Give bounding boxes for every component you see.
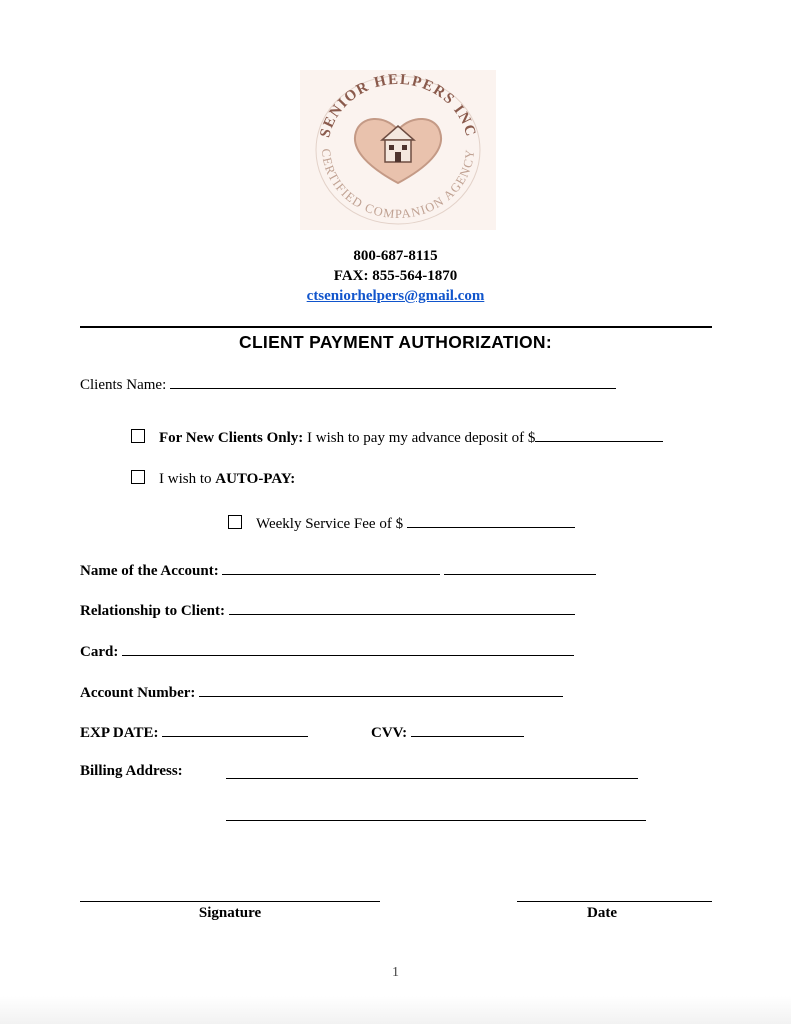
exp-date-row xyxy=(80,723,308,742)
cvv-field[interactable] xyxy=(411,723,524,737)
clients-name-row xyxy=(80,375,616,394)
weekly-fee-row xyxy=(228,514,575,533)
header-divider xyxy=(80,326,712,328)
weekly-fee-checkbox[interactable] xyxy=(228,515,242,529)
page-bottom-shadow xyxy=(0,996,791,1024)
relationship-row xyxy=(80,601,575,620)
senior-helpers-logo xyxy=(300,70,496,230)
card-label: Card: xyxy=(80,644,119,660)
advance-deposit-field[interactable] xyxy=(535,428,663,442)
signature-label: Signature xyxy=(198,905,262,921)
account-name-row xyxy=(80,561,596,580)
new-clients-row xyxy=(131,428,663,447)
signature-line[interactable] xyxy=(80,901,380,902)
autopay-bold-label: AUTO-PAY: xyxy=(215,471,296,487)
cvv-row xyxy=(371,723,524,742)
new-clients-checkbox[interactable] xyxy=(131,429,145,443)
svg-text:SENIOR HELPERS INC: SENIOR HELPERS INC xyxy=(317,71,479,140)
account-last-name-field[interactable] xyxy=(444,561,596,575)
autopay-checkbox[interactable] xyxy=(131,470,145,484)
exp-date-label: EXP DATE: xyxy=(80,725,159,741)
exp-date-field[interactable] xyxy=(162,723,308,737)
clients-name-field[interactable] xyxy=(170,375,616,389)
cvv-label: CVV: xyxy=(371,725,408,741)
form-title: CLIENT PAYMENT AUTHORIZATION: xyxy=(239,332,552,352)
clients-name-label: Clients Name: xyxy=(80,377,167,393)
page-number: 1 xyxy=(392,965,399,980)
billing-address-label: Billing Address: xyxy=(80,763,183,779)
relationship-field[interactable] xyxy=(229,601,575,615)
new-clients-label: I wish to pay my advance deposit of $ xyxy=(303,430,536,446)
email-container xyxy=(0,288,791,305)
billing-address-line-2[interactable] xyxy=(226,820,646,821)
fax-number: FAX: 855-564-1870 xyxy=(333,268,458,284)
date-label: Date xyxy=(587,905,617,921)
phone-number: 800-687-8115 xyxy=(353,248,438,264)
account-number-field[interactable] xyxy=(199,683,563,697)
svg-text:CERTIFIED COMPANION AGENCY: CERTIFIED COMPANION AGENCY xyxy=(318,148,478,222)
autopay-label: I wish to xyxy=(159,471,216,487)
card-row xyxy=(80,642,574,661)
heart-house-icon xyxy=(300,70,496,230)
weekly-fee-label: Weekly Service Fee of $ xyxy=(256,516,404,532)
relationship-label: Relationship to Client: xyxy=(80,603,226,619)
new-clients-bold-label: For New Clients Only: xyxy=(159,430,304,446)
account-first-name-field[interactable] xyxy=(222,561,440,575)
email-link[interactable]: ctseniorhelpers@gmail.com xyxy=(306,288,485,304)
weekly-fee-field[interactable] xyxy=(407,514,575,528)
account-number-label: Account Number: xyxy=(80,685,196,701)
billing-address-line-1[interactable] xyxy=(226,778,638,779)
card-field[interactable] xyxy=(122,642,574,656)
autopay-row xyxy=(131,470,295,488)
account-name-label: Name of the Account: xyxy=(80,563,219,579)
account-number-row xyxy=(80,683,563,702)
date-line[interactable] xyxy=(517,901,712,902)
